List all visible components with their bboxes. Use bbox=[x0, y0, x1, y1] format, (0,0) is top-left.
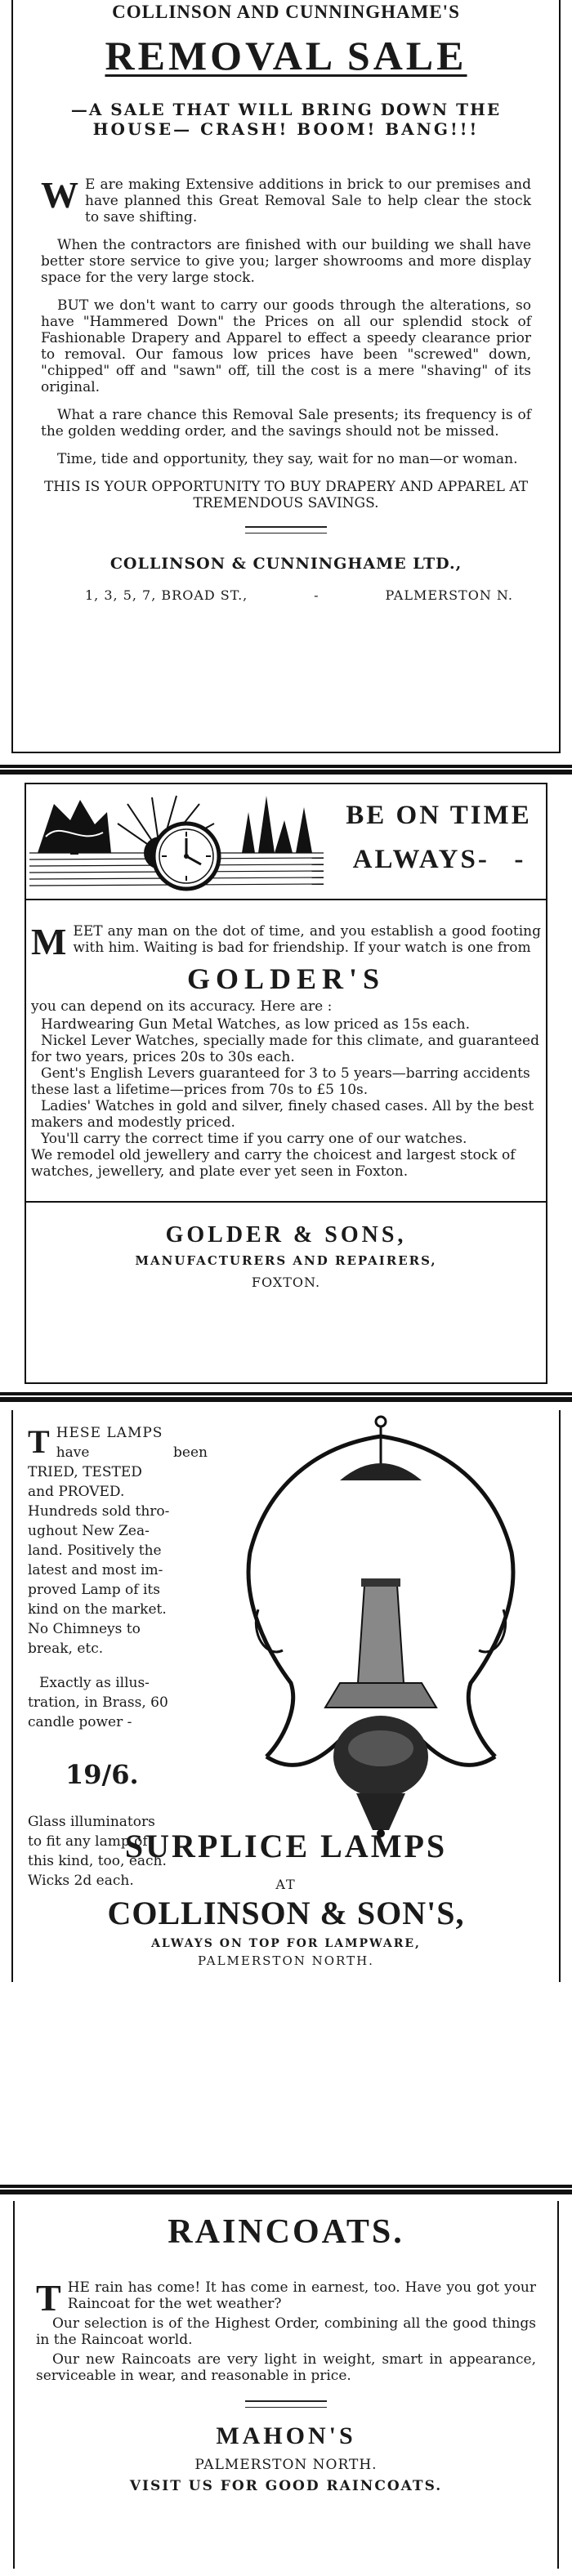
ad4-town: PALMERSTON NORTH. bbox=[194, 2457, 378, 2473]
ad2-town: FOXTON. bbox=[251, 1275, 321, 1290]
ad2-line-5: Ladies' Watches in gold and silver, finely chased cases. All by the best makers and modestly priced. bbox=[31, 1098, 534, 1131]
ad3-line-9: kind on the market. bbox=[28, 1601, 167, 1618]
ad2-footer bbox=[26, 1203, 546, 1290]
ad3-text-column bbox=[28, 1423, 208, 1891]
ad2-dropcap: M bbox=[31, 921, 67, 962]
ad3-line2-1: tration, in Brass, 60 bbox=[28, 1694, 168, 1711]
separator-1 bbox=[0, 765, 572, 775]
ad3-line-7: latest and most im- bbox=[28, 1562, 163, 1578]
ad3-line3-3: Wicks 2d each. bbox=[28, 1873, 134, 1889]
ad3-line-11: break, etc. bbox=[28, 1641, 104, 1657]
ad1-dropcap: W bbox=[41, 174, 78, 216]
ad2-line-6: You'll carry the correct time if you carry one of our watches. bbox=[41, 1131, 467, 1147]
ad4-title: RAINCOATS. bbox=[168, 2213, 404, 2251]
ad1-paragraph-6: THIS IS YOUR OPPORTUNITY TO BUY DRAPERY AND APPAREL AT TREMENDOUS SAVINGS. bbox=[43, 479, 529, 511]
ad2-line-2: Hardwearing Gun Metal Watches, as low priced as 15s each. bbox=[41, 1016, 470, 1033]
ad1-dash: - bbox=[314, 587, 320, 603]
ad1-paragraph-3: BUT we don't want to carry our goods through the alterations, so have "Hammered Down" the Prices on all our splendid stock of Fashionable Drapery and Apparel to effect a speedy clearance prior to removal. Our famous low prices have been "screwed" down, "chipped" off and "sawn" off, till the cost is a mere "shaving" of its original. bbox=[41, 297, 531, 395]
ad1-firm: COLLINSON & CUNNINGHAME LTD., bbox=[109, 555, 463, 573]
ad1-title: REMOVAL SALE bbox=[105, 33, 467, 78]
ad2-line-4: Gent's English Levers guaranteed for 3 to 5 years—barring accidents these last a lifetime—prices from 70s to £5 10s. bbox=[31, 1065, 530, 1098]
golder-watches-ad bbox=[25, 783, 547, 1384]
ad2-firm: GOLDER & SONS, bbox=[165, 1222, 407, 1248]
ad3-lines2 bbox=[28, 1673, 208, 1732]
hanging-lamp-illustration bbox=[217, 1413, 544, 1838]
ad2-paragraph-1: MEET any man on the dot of time, and you establish a good footing with him. Waiting is bad for friendship. If your watch is one from bbox=[31, 921, 541, 962]
ad3-town: PALMERSTON NORTH. bbox=[198, 1953, 374, 1968]
ad4-slogan: VISIT US FOR GOOD RAINCOATS. bbox=[129, 2478, 443, 2494]
raincoats-ad bbox=[13, 2201, 559, 2569]
ad3-dropcap: T bbox=[28, 1423, 50, 1460]
ad4-dropcap: T bbox=[36, 2277, 61, 2319]
ad1-address: 1, 3, 5, 7, BROAD ST., bbox=[85, 587, 248, 603]
surplice-lamps-ad bbox=[11, 1410, 561, 1982]
ad1-paragraph-4: What a rare chance this Removal Sale presents; its frequency is of the golden wedding order, and the savings should not be missed. bbox=[41, 407, 531, 440]
ad3-firm: COLLINSON & SON'S, bbox=[107, 1895, 465, 1931]
ad2-line-3: Nickel Lever Watches, specially made for this climate, and guaranteed for two years, prices 20s to 30s each. bbox=[31, 1033, 539, 1065]
ad3-line-10: No Chimneys to bbox=[28, 1621, 141, 1637]
ad3-line-8: proved Lamp of its bbox=[28, 1582, 160, 1598]
ad3-line-4: Hundreds sold thro- bbox=[28, 1503, 170, 1520]
ad1-paragraph-5: Time, tide and opportunity, they say, wait for no man—or woman. bbox=[57, 451, 518, 467]
ad3-line-1: have been bbox=[56, 1444, 208, 1461]
separator-2 bbox=[0, 1392, 572, 1402]
ad4-ornament-rule bbox=[245, 2400, 327, 2408]
ad3-line3-0: Glass illuminators bbox=[28, 1814, 155, 1830]
ad4-paragraph-3: Our new Raincoats are very light in weight, smart in appearance, serviceable in wear, and reasonable in price. bbox=[36, 2351, 536, 2384]
ad1-address-line bbox=[13, 587, 559, 603]
ad3-at: AT bbox=[275, 1877, 297, 1892]
ad2-slogan-line2-wrap bbox=[330, 842, 547, 875]
ad3-line-3: and PROVED. bbox=[28, 1484, 125, 1500]
ad4-firm: MAHON'S bbox=[216, 2422, 356, 2449]
ad2-line-7: We remodel old jewellery and carry the choicest and largest stock of watches, jewellery, and plate ever yet seen in Foxton. bbox=[31, 1147, 516, 1180]
ad3-line3-1: to fit any lamp of bbox=[28, 1833, 148, 1850]
ad1-header: COLLINSON AND CUNNINGHAME'S bbox=[112, 2, 460, 22]
ad2-golders: GOLDER'S bbox=[186, 962, 386, 995]
ad1-sub1: —A SALE THAT WILL BRING DOWN THE bbox=[70, 100, 502, 119]
ad3-line-5: ughout New Zea- bbox=[28, 1523, 150, 1539]
ad4-paragraph-2: Our selection is of the Highest Order, combining all the good things in the Raincoat world. bbox=[36, 2315, 536, 2348]
ad2-line-1: you can depend on its accuracy. Here are : bbox=[31, 998, 333, 1015]
ad3-footer bbox=[13, 1827, 559, 1968]
ad2-slogan-line2: ALWAYS- bbox=[352, 845, 489, 874]
ad3-line3-2: this kind, too, each. bbox=[28, 1853, 167, 1869]
ad3-line2-2: candle power - bbox=[28, 1714, 132, 1730]
ad2-slogan-dash: - bbox=[514, 845, 525, 874]
ad3-title: SURPLICE LAMPS bbox=[124, 1828, 448, 1864]
ad2-slogan-line1: BE ON TIME bbox=[346, 801, 532, 830]
ad2-body bbox=[26, 900, 546, 1203]
ad1-paragraph-2: When the contractors are finished with our building we shall have better store service to give you; larger showrooms and more display space for the very large stock. bbox=[41, 237, 531, 286]
ad3-line-2: TRIED, TESTED bbox=[28, 1464, 142, 1480]
removal-sale-ad bbox=[11, 0, 561, 753]
ad3-line2-0: Exactly as illus- bbox=[39, 1675, 150, 1691]
ad1-ornament-rule bbox=[245, 526, 327, 534]
ad2-slogan bbox=[330, 801, 547, 875]
ad3-line-6: land. Positively the bbox=[28, 1542, 162, 1559]
ad3-price: 19/6. bbox=[65, 1759, 139, 1790]
ad4-body bbox=[15, 2252, 557, 2384]
ad4-paragraph-1: THE rain has come! It has come in earnest, too. Have you got your Raincoat for the wet weather? bbox=[36, 2277, 536, 2319]
ad1-sub2: HOUSE— CRASH! BOOM! BANG!!! bbox=[92, 119, 480, 139]
clock-landscape-illustration bbox=[29, 788, 324, 895]
ad3-slogan: ALWAYS ON TOP FOR LAMPWARE, bbox=[151, 1937, 421, 1950]
separator-3 bbox=[0, 2185, 572, 2194]
ad2-banner bbox=[26, 784, 546, 900]
ad1-paragraph-1: W E are making Extensive additions in brick to our premises and have planned this Great Removal Sale to help clear the stock to save shifting. bbox=[41, 174, 531, 225]
ad2-trade: MANUFACTURERS AND REPAIRERS, bbox=[135, 1253, 437, 1268]
ad3-line-0: HESE LAMPS bbox=[56, 1425, 163, 1441]
ad3-lines bbox=[28, 1423, 208, 1659]
ad1-town: PALMERSTON N. bbox=[385, 587, 513, 603]
